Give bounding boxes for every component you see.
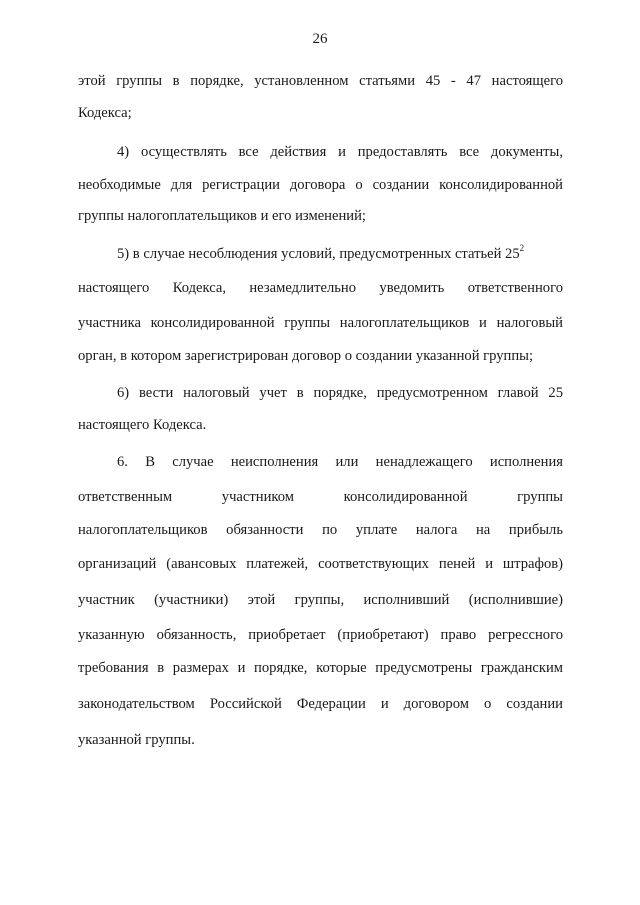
text-line (117, 244, 563, 264)
text-line: орган, в котором зарегистрирован договор о создании указанной группы; (78, 348, 534, 364)
text-line: участник (участники) этой группы, исполнивший (исполнившие) (78, 592, 563, 608)
superscript: 2 (519, 243, 525, 253)
text-line-main: 5) в случае несоблюдения условий, предусмотренных статьей 25 (117, 246, 520, 262)
text-line: Кодекса; (78, 105, 132, 121)
text-line: организаций (авансовых платежей, соответствующих пеней и штрафов) (78, 556, 563, 572)
text-line: необходимые для регистрации договора о создании консолидированной (78, 177, 563, 193)
text-line: налогоплательщиков обязанности по уплате налога на прибыль (78, 522, 563, 538)
text-line: участника консолидированной группы налогоплательщиков и налоговый (78, 315, 563, 331)
text-line: настоящего Кодекса. (78, 417, 207, 433)
text-line: 6. В случае неисполнения или ненадлежащего исполнения (117, 454, 563, 470)
text-line: требования в размерах и порядке, которые предусмотрены гражданским (78, 660, 563, 676)
text-line: 6) вести налоговый учет в порядке, предусмотренном главой 25 (117, 385, 563, 401)
text-line: группы налогоплательщиков и его изменений; (78, 208, 366, 224)
text-line: настоящего Кодекса, незамедлительно уведомить ответственного (78, 280, 563, 296)
text-line: 4) осуществлять все действия и предоставлять все документы, (117, 144, 563, 160)
text-line: этой группы в порядке, установленном статьями 45 - 47 настоящего (78, 73, 563, 89)
text-line: указанную обязанность, приобретает (приобретают) право регрессного (78, 627, 563, 643)
page-number: 26 (312, 31, 328, 47)
text-line: ответственным участником консолидированной группы (78, 489, 563, 505)
text-line: законодательством Российской Федерации и договором о создании (78, 696, 563, 712)
text-line: указанной группы. (78, 732, 195, 748)
